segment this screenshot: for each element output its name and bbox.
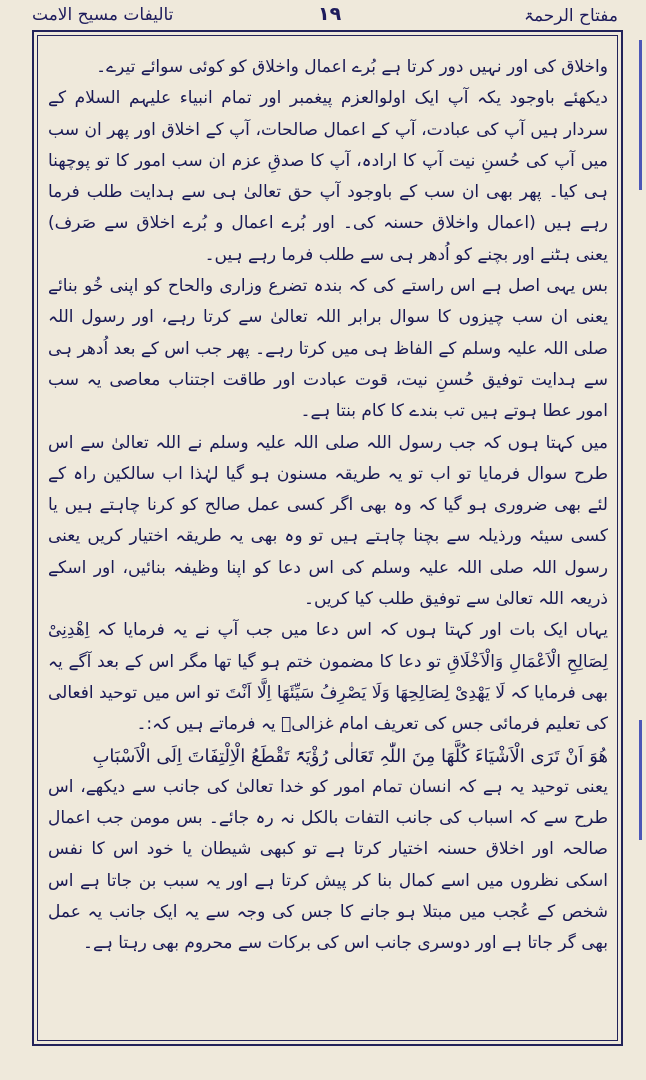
paragraph-5: یہاں ایک بات اور کہتا ہوں کہ اس دعا میں جب آپ نے یہ فرمایا کہ اِھْدِنِیْ لِصَالِحِ الْاَعْمَالِ وَالْاَخْلَاقِ تو دعا کا مضمون ختم ہو گیا تھا مگر اس کے بعد آگے یہ بھی فرمایا کہ لَا یَھْدِیْ لِصَالِحِھَا وَلَا یَصْرِفُ سَیِّئَھَا اِلَّا اَنْتَ تو اس میں توحید افعالی کی تعلیم فرمائی جس کی تعریف امام غزالیؒ یہ فرماتے ہیں کہ:۔	[48, 620, 608, 735]
arabic-quotation: ھُوَ اَنْ تَرَی الْاَشْیَاءَ کُلَّھَا مِنَ اللّٰہِ تَعَالٰی رُؤْیَۃً تَقْطَعُ الْاِلْتِفَاتَ اِلَی الْاَسْبَابِ	[92, 745, 608, 767]
page-body-text	[48, 52, 608, 1032]
paragraph-4: میں کہتا ہوں کہ جب رسول اللہ صلی اللہ علیہ وسلم نے اللہ تعالیٰ سے اس طرح سوال فرمایا تو اب تو یہ طریقہ مسنون ہو گیا لہٰذا اب سالکین راہ کے لئے بھی ضروری ہو گیا کہ وہ بھی اگر کسی عمل صالح کو کرنا چاہتے ہیں یا کسی سیئہ ورذیلہ سے بچنا چاہتے ہیں تو وہ بھی یہ طریقہ اختیار کریں یعنی رسول اللہ صلی اللہ علیہ وسلم کی اس دعا کو اپنا وظیفہ بنائیں، اور اسکے ذریعہ اللہ تعالیٰ سے توفیق طلب کیا کریں۔	[48, 432, 608, 610]
page-header	[26, 0, 624, 28]
scan-edge-mark	[639, 720, 642, 840]
paragraph-2: دیکھئے باوجود یکہ آپ ایک اولوالعزم پیغمبر اور تمام انبیاء علیہم السلام کے سردار ہیں آپ کی عبادت، آپ کے اعمال صالحات، آپ کے اخلاق اور پھر ان سب میں آپ کی حُسنِ نیت آپ کا ارادہ، آپ کا صدقِ عزم ان سب امور کا تو پوچھنا ہی کیا۔ پھر بھی ان سب کے باوجود آپ حق تعالیٰ ہی سے ہدایت طلب فرما رہے ہیں (اعمال واخلاق حسنہ کی۔ اور بُرے اعمال و بُرے اخلاق سے صَرف) یعنی ہٹنے اور بچنے کو اُدھر ہی سے طلب فرما رہے ہیں۔	[48, 88, 608, 265]
closing-paragraph: یعنی توحید یہ ہے کہ انسان تمام امور کو خدا تعالیٰ کی جانب سے دیکھے، اس طرح سے کہ اسباب کی جانب التفات بالکل نہ رہ جائے۔ بس مومن جب اعمال صالحہ اور اخلاق حسنہ اختیار کرتا ہے تو کبھی شیطان یا خود اس کا نفس اسکی نظروں میں اسے کمال بنا کر پیش کرتا ہے اور یہ سبب بن جاتا ہے اس شخص کے عُجب میں مبتلا ہو جانے کا جس کی وجہ سے یہ ایک جانب یہ عمل بھی گر جاتا ہے اور دوسری جانب اس کی برکات سے محروم بھی رہتا ہے۔	[48, 776, 608, 954]
chapter-title: مفتاح الرحمۃ	[524, 6, 618, 26]
paragraph-3: بس یہی اصل ہے اس راستے کی کہ بندہ تضرع وزاری والحاح کو اپنی خُو بنائے یعنی ان سب چیزوں کا سوال برابر اللہ تعالیٰ سے کرتا رہے، اور رسول اللہ صلی اللہ علیہ وسلم کے الفاظ ہی میں کرتا رہے۔ پھر جب اس کے بعد اُدھر ہی سے ہدایت توفیق حُسنِ نیت، قوت عبادت اور طاقت اجتناب معاصی یہ سب امور عطا ہوتے ہیں تب بندے کا کام بنتا ہے۔	[48, 276, 608, 422]
book-title: تالیفات مسیح الامت	[32, 5, 174, 25]
page-number: ۱۹	[318, 3, 342, 25]
scan-edge-mark	[639, 40, 642, 190]
paragraph-1: واخلاق کی اور نہیں دور کرتا ہے بُرے اعمال واخلاق کو کوئی سوائے تیرے۔	[96, 57, 608, 77]
